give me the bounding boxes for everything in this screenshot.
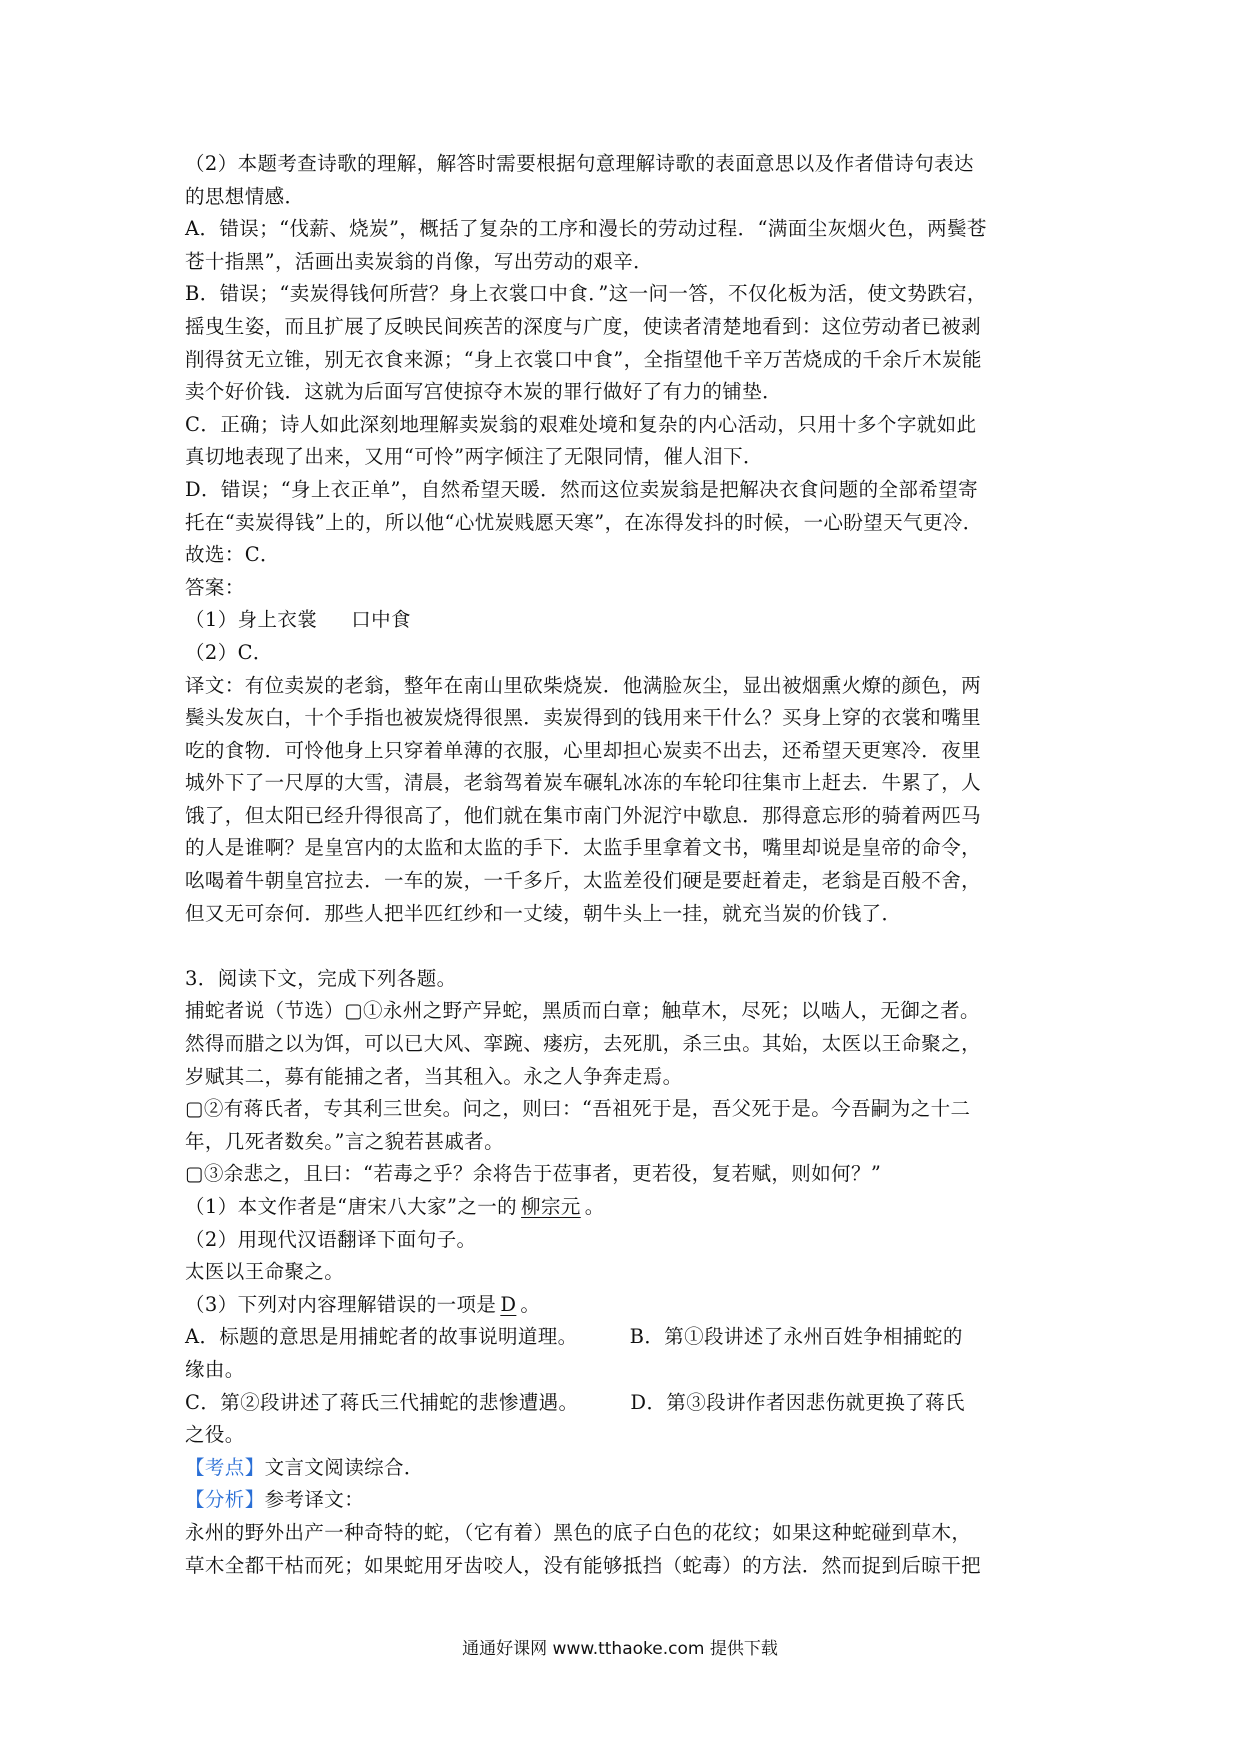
option-c: C．第②段讲述了蒋氏三代捕蛇的悲惨遭遇。 (185, 1390, 579, 1414)
paragraph-gap (185, 930, 1055, 963)
text-line: （2）本题考查诗歌的理解，解答时需要根据句意理解诗歌的表面意思以及作者借诗句表达 (185, 152, 974, 175)
options-row-2 (185, 1387, 1055, 1420)
text-line: ▢②有蒋氏者，专其利三世矣。问之，则曰：“吾祖死于是，吾父死于是。今吾嗣为之十二 (185, 1097, 971, 1121)
text-line: B．错误；“卖炭得钱何所营？身上衣裳口中食．”这一问一答，不仅化板为活，使文势跌宕， (185, 282, 987, 306)
text-line: C．正确；诗人如此深刻地理解卖炭翁的艰难处境和复杂的内心活动，只用十多个字就如此 (185, 412, 977, 436)
text-line: 饿了，但太阳已经升得很高了，他们就在集市南门外泥泞中歇息．那得意忘形的骑着两匹马 (185, 803, 982, 827)
text-line: 答案： (185, 575, 245, 599)
text-line: 的人是谁啊？是皇宫内的太监和太监的手下．太监手里拿着文书，嘴里却说是皇帝的命令， (185, 836, 982, 860)
option-d: D．第③段讲作者因悲伤就更换了蒋氏 (630, 1390, 965, 1414)
text-line: 托在“卖炭得钱”上的，所以他“心忧炭贱愿天寒”，在冻得发抖的时候，一心盼望天气更冷． (185, 510, 983, 534)
text-line: 卖个好价钱．这就为后面写宫使掠夺木炭的罪行做好了有力的铺垫． (185, 380, 783, 404)
text-line: 然得而腊之以为饵，可以已大风、挛踠、瘘疠，去死肌，杀三虫。其始，太医以王命聚之， (185, 1032, 982, 1056)
text-line: 的思想情感． (185, 184, 305, 208)
text-line: 故选：C． (185, 543, 280, 567)
option-b-continued: 缘由。 (185, 1357, 245, 1381)
fenxi-line: 【分析】参考译文： (185, 1488, 365, 1512)
text-line: 岁赋其二，募有能捕之者，当其租入。永之人争奔走焉。 (185, 1064, 683, 1088)
text-line: D．错误；“身上衣正单”，自然希望天暖．然而这位卖炭翁是把解决衣食问题的全部希望寄 (185, 477, 978, 501)
text-line: 译文：有位卖炭的老翁，整年在南山里砍柴烧炭．他满脸灰尘，显出被烟熏火燎的颜色，两 (185, 673, 982, 697)
answer-blank: 柳宗元 (521, 1195, 581, 1218)
text-line: （2）C． (185, 640, 273, 664)
text-line: 但又无可奈何．那些人把半匹红纱和一丈绫，朝牛头上一挂，就充当炭的价钱了． (185, 901, 902, 925)
answer-blank: D (500, 1292, 517, 1316)
sub-question-2: （2）用现代汉语翻译下面句子。 (185, 1227, 477, 1251)
kaodian-line: 【考点】文言文阅读综合． (185, 1455, 424, 1479)
answer-part-b: 口中食 (351, 608, 411, 632)
text-line: 真切地表现了出来，又用“可怜”两字倾注了无限同情，催人泪下． (185, 445, 763, 469)
text-line: 永州的野外出产一种奇特的蛇，（它有着）黑色的底子白色的花纹；如果这种蛇碰到草木， (185, 1520, 972, 1544)
text-line: 草木全都干枯而死；如果蛇用牙齿咬人，没有能够抵挡（蛇毒）的方法．然而捉到后晾干把 (185, 1553, 982, 1577)
document-body (185, 148, 1055, 1582)
answer-part-a: （1）身上衣裳 (185, 608, 318, 632)
text-line: 城外下了一尺厚的大雪，清晨，老翁驾着炭车碾轧冰冻的车轮印往集市上赶去．牛累了，人 (185, 771, 982, 795)
option-b: B．第①段讲述了永州百姓争相捕蛇的 (629, 1325, 963, 1349)
text-line: 捕蛇者说（节选）▢①永州之野产异蛇，黑质而白章；触草木，尽死；以啮人，无御之者。 (185, 999, 980, 1023)
option-d-continued: 之役。 (185, 1423, 245, 1447)
kaodian-tag: 【考点】 (185, 1455, 265, 1479)
text-line: 鬓头发灰白，十个手指也被炭烧得很黑．卖炭得到的钱用来干什么？买身上穿的衣裳和嘴里 (185, 706, 982, 730)
text-line: ▢③余悲之，且曰：“若毒之乎？余将告于莅事者，更若役，复若赋，则如何？” (185, 1162, 882, 1186)
answer-line-1 (185, 604, 1055, 637)
option-a: A．标题的意思是用捕蛇者的故事说明道理。 (185, 1325, 578, 1349)
text-line: 吆喝着牛朝皇宫拉去．一车的炭，一千多斤，太监差役们硬是要赶着走，老翁是百般不舍， (185, 869, 982, 893)
question-title: 3．阅读下文，完成下列各题。 (185, 966, 457, 990)
text-line: 吃的食物．可怜他身上只穿着单薄的衣服，心里却担心炭卖不出去，还希望天更寒冷．夜里 (185, 738, 982, 762)
sub-question-3: （3）下列对内容理解错误的一项是 D 。 (185, 1292, 541, 1316)
text-line: 摇曳生姿，而且扩展了反映民间疾苦的深度与广度，使读者清楚地看到：这位劳动者已被剥 (185, 314, 982, 338)
page-footer: 通通好课网 www.tthaoke.com 提供下载 (462, 1639, 778, 1659)
text-line: A．错误；“伐薪、烧炭”，概括了复杂的工序和漫长的劳动过程．“满面尘灰烟火色，两鬓苍 (185, 217, 987, 241)
text-line: 削得贫无立锥，别无衣食来源；“身上衣裳口中食”，全指望他千辛万苦烧成的千余斤木炭能 (185, 347, 982, 371)
translate-sentence: 太医以王命聚之。 (185, 1260, 345, 1284)
options-row-1 (185, 1321, 1055, 1354)
fenxi-tag: 【分析】 (185, 1488, 265, 1512)
text-line: 年，几死者数矣。”言之貌若甚戚者。 (185, 1129, 505, 1153)
sub-question-1: （1）本文作者是“唐宋八大家”之一的 柳宗元 。 (185, 1195, 605, 1218)
text-line: 苍十指黑”，活画出卖炭翁的肖像，写出劳动的艰辛． (185, 249, 654, 273)
